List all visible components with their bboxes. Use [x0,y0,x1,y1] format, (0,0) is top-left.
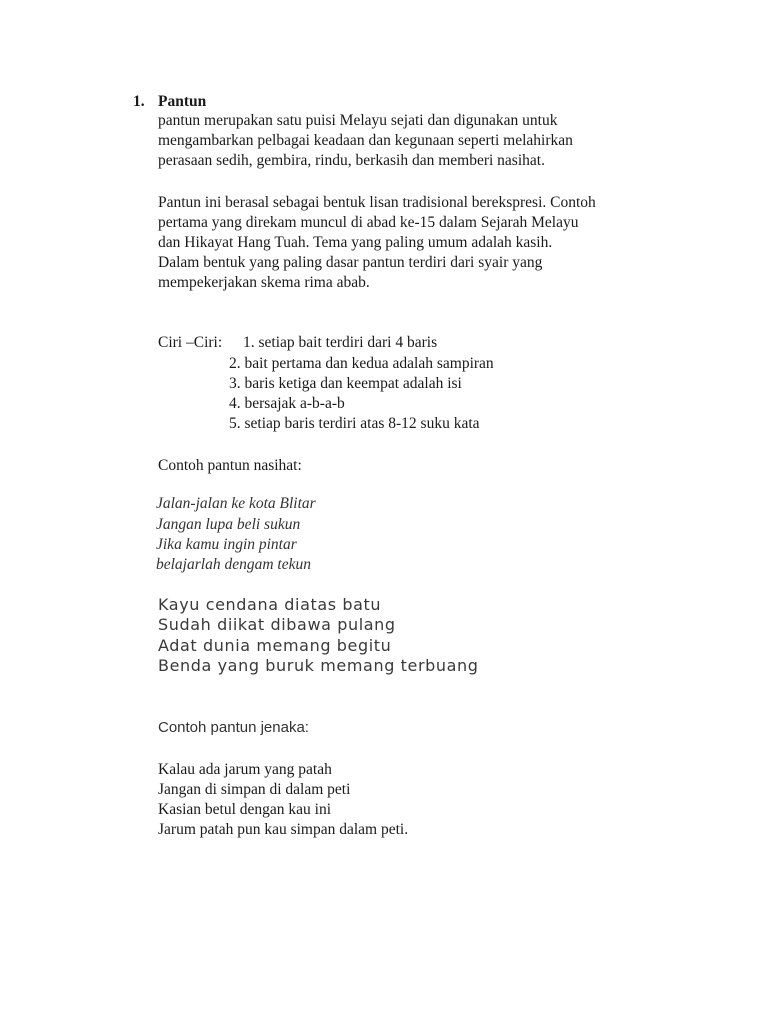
section-title: Pantun [158,93,207,110]
intro-line: mengambarkan pelbagai keadaan dan kegunaan seperti melahirkan [158,132,573,149]
jenaka-heading: Contoh pantun jenaka: [158,719,309,736]
nasihat-poem1-line: Jangan lupa beli sukun [156,516,301,533]
origin-line: Pantun ini berasal sebagai bentuk lisan tradisional berekspresi. Contoh [158,194,596,211]
jenaka-poem-line: Kalau ada jarum yang patah [158,761,332,778]
origin-line: Dalam bentuk yang paling dasar pantun terdiri dari syair yang [158,254,543,271]
ciri-item: 2. bait pertama dan kedua adalah sampiran [229,355,494,372]
ciri-label: Ciri –Ciri: [158,334,223,351]
ciri-item: 5. setiap baris terdiri atas 8-12 suku kata [229,415,480,432]
nasihat-poem2-line: Sudah diikat dibawa pulang [158,615,396,634]
ciri-item: 1. setiap bait terdiri dari 4 baris [243,334,438,351]
jenaka-poem-line: Kasian betul dengan kau ini [158,801,332,818]
intro-line: pantun merupakan satu puisi Melayu sejati dan digunakan untuk [158,112,558,129]
origin-line: pertama yang direkam muncul di abad ke-15 dalam Sejarah Melayu [158,214,579,231]
nasihat-poem2-line: Adat dunia memang begitu [158,636,392,655]
ciri-item: 3. baris ketiga dan keempat adalah isi [229,375,462,392]
jenaka-poem-line: Jangan di simpan di dalam peti [158,781,351,798]
nasihat-poem1-line: belajarlah dengam tekun [156,556,311,573]
origin-line: mempekerjakan skema rima abab. [158,274,370,291]
nasihat-poem1-line: Jika kamu ingin pintar [156,536,297,553]
jenaka-poem-line: Jarum patah pun kau simpan dalam peti. [158,821,409,838]
intro-line: perasaan sedih, gembira, rindu, berkasih dan memberi nasihat. [158,152,545,169]
nasihat-poem2-line: Kayu cendana diatas batu [158,595,382,614]
list-number: 1. [133,93,145,110]
ciri-item: 4. bersajak a-b-a-b [229,395,345,412]
nasihat-poem2-line: Benda yang buruk memang terbuang [158,656,479,675]
nasihat-heading: Contoh pantun nasihat: [158,457,302,474]
nasihat-poem1-line: Jalan-jalan ke kota Blitar [156,495,316,512]
origin-line: dan Hikayat Hang Tuah. Tema yang paling umum adalah kasih. [158,234,553,251]
